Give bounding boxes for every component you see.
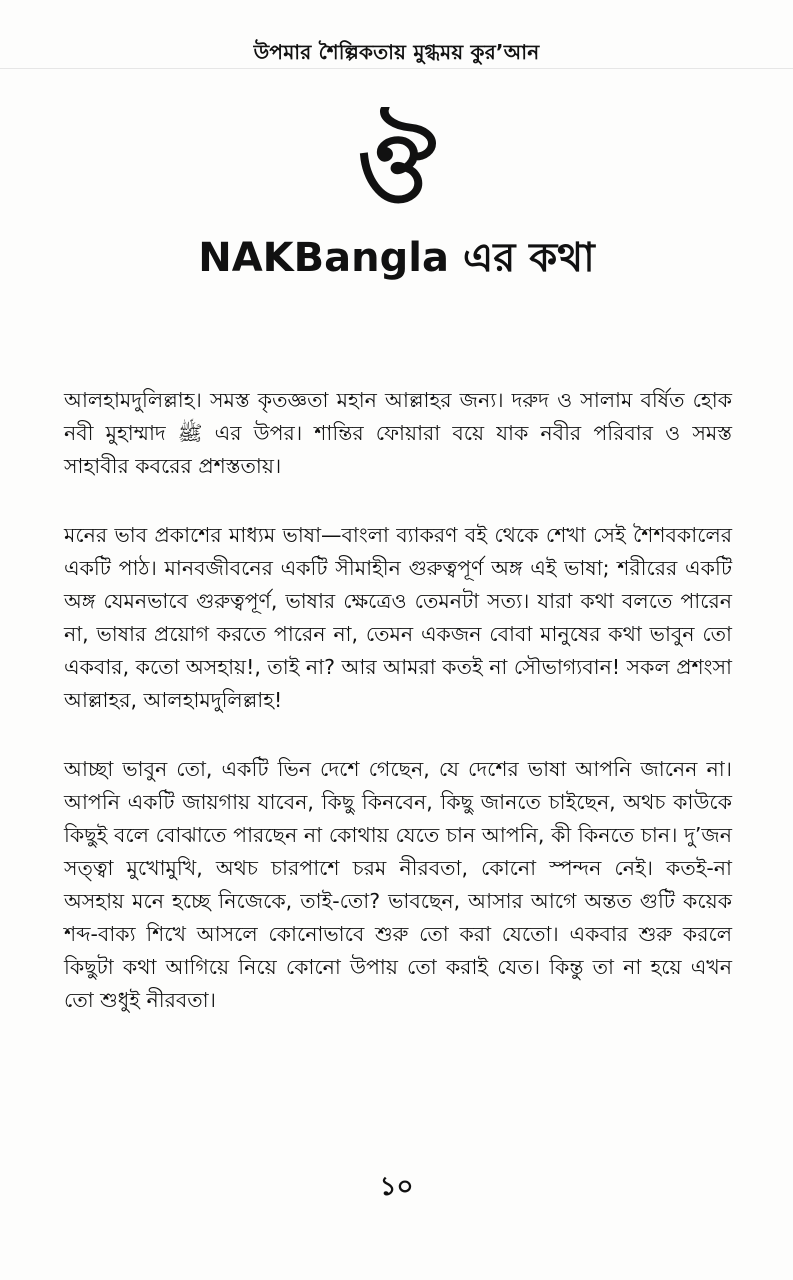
body-text [64, 384, 732, 1017]
paragraph-2: মনের ভাব প্রকাশের মাধ্যম ভাষা—বাংলা ব্যাকরণ বই থেকে শেখা সেই শৈশবকালের একটি পাঠ। মানবজীবনের একটি সীমাহীন গুরুত্বপূর্ণ অঙ্গ এই ভাষা; শরীরের একটি অঙ্গ যেমনভাবে গুরুত্বপূর্ণ, ভাষার ক্ষেত্রেও তেমনটা সত্য। যারা কথা বলতে পারেন না, ভাষার প্রয়োগ করতে পারেন না, তেমন একজন বোবা মানুষের কথা ভাবুন তো একবার, কতো অসহায়!, তাই না? আর আমরা কতই না সৌভাগ্যবান! সকল প্রশংসা আল্লাহর, আলহামদুলিল্লাহ! [64, 523, 732, 712]
chapter-title: NAKBangla এর কথা [198, 235, 595, 281]
paragraph-1: আলহামদুলিল্লাহ। সমস্ত কৃতজ্ঞতা মহান আল্লাহর জন্য। দরুদ ও সালাম বর্ষিত হোক নবী মুহাম্মাদ ﷺ এর উপর। শান্তির ফোয়ারা বয়ে যাক নবীর পরিবার ও সমস্ত সাহাবীর কবরের প্রশস্ততায়। [64, 388, 733, 478]
running-header: উপমার শৈল্পিকতায় মুগ্ধময় কুর’আন [253, 40, 540, 64]
paragraph-3: আচ্ছা ভাবুন তো, একটি ভিন দেশে গেছেন, যে দেশের ভাষা আপনি জানেন না। আপনি একটি জায়গায় যাবেন, কিছু কিনবেন, কিছু জানতে চাইছেন, অথচ কাউকে কিছুই বলে বোঝাতে পারছেন না কোথায় যেতে চান আপনি, কী কিনতে চান। দু’জন সত্ত্বা মুখোমুখি, অথচ চারপাশে চরম নীরবতা, কোনো স্পন্দন নেই। কতই-না অসহায় মনে হচ্ছে নিজেকে, তাই-তো? ভাবছেন, আসার আগে অন্তত গুটি কয়েক শব্দ-বাক্য শিখে আসলে কোনোভাবে শুরু তো করা যেতো। একবার শুরু করলে কিছুটা কথা আগিয়ে নিয়ে কোনো উপায় তো করাই যেত। কিন্তু তা না হয়ে এখন তো শুধুই নীরবতা। [64, 757, 732, 1012]
chapter-ornament: ঔ [357, 111, 436, 224]
page-number: ১০ [379, 1172, 414, 1202]
header-divider [0, 68, 793, 69]
